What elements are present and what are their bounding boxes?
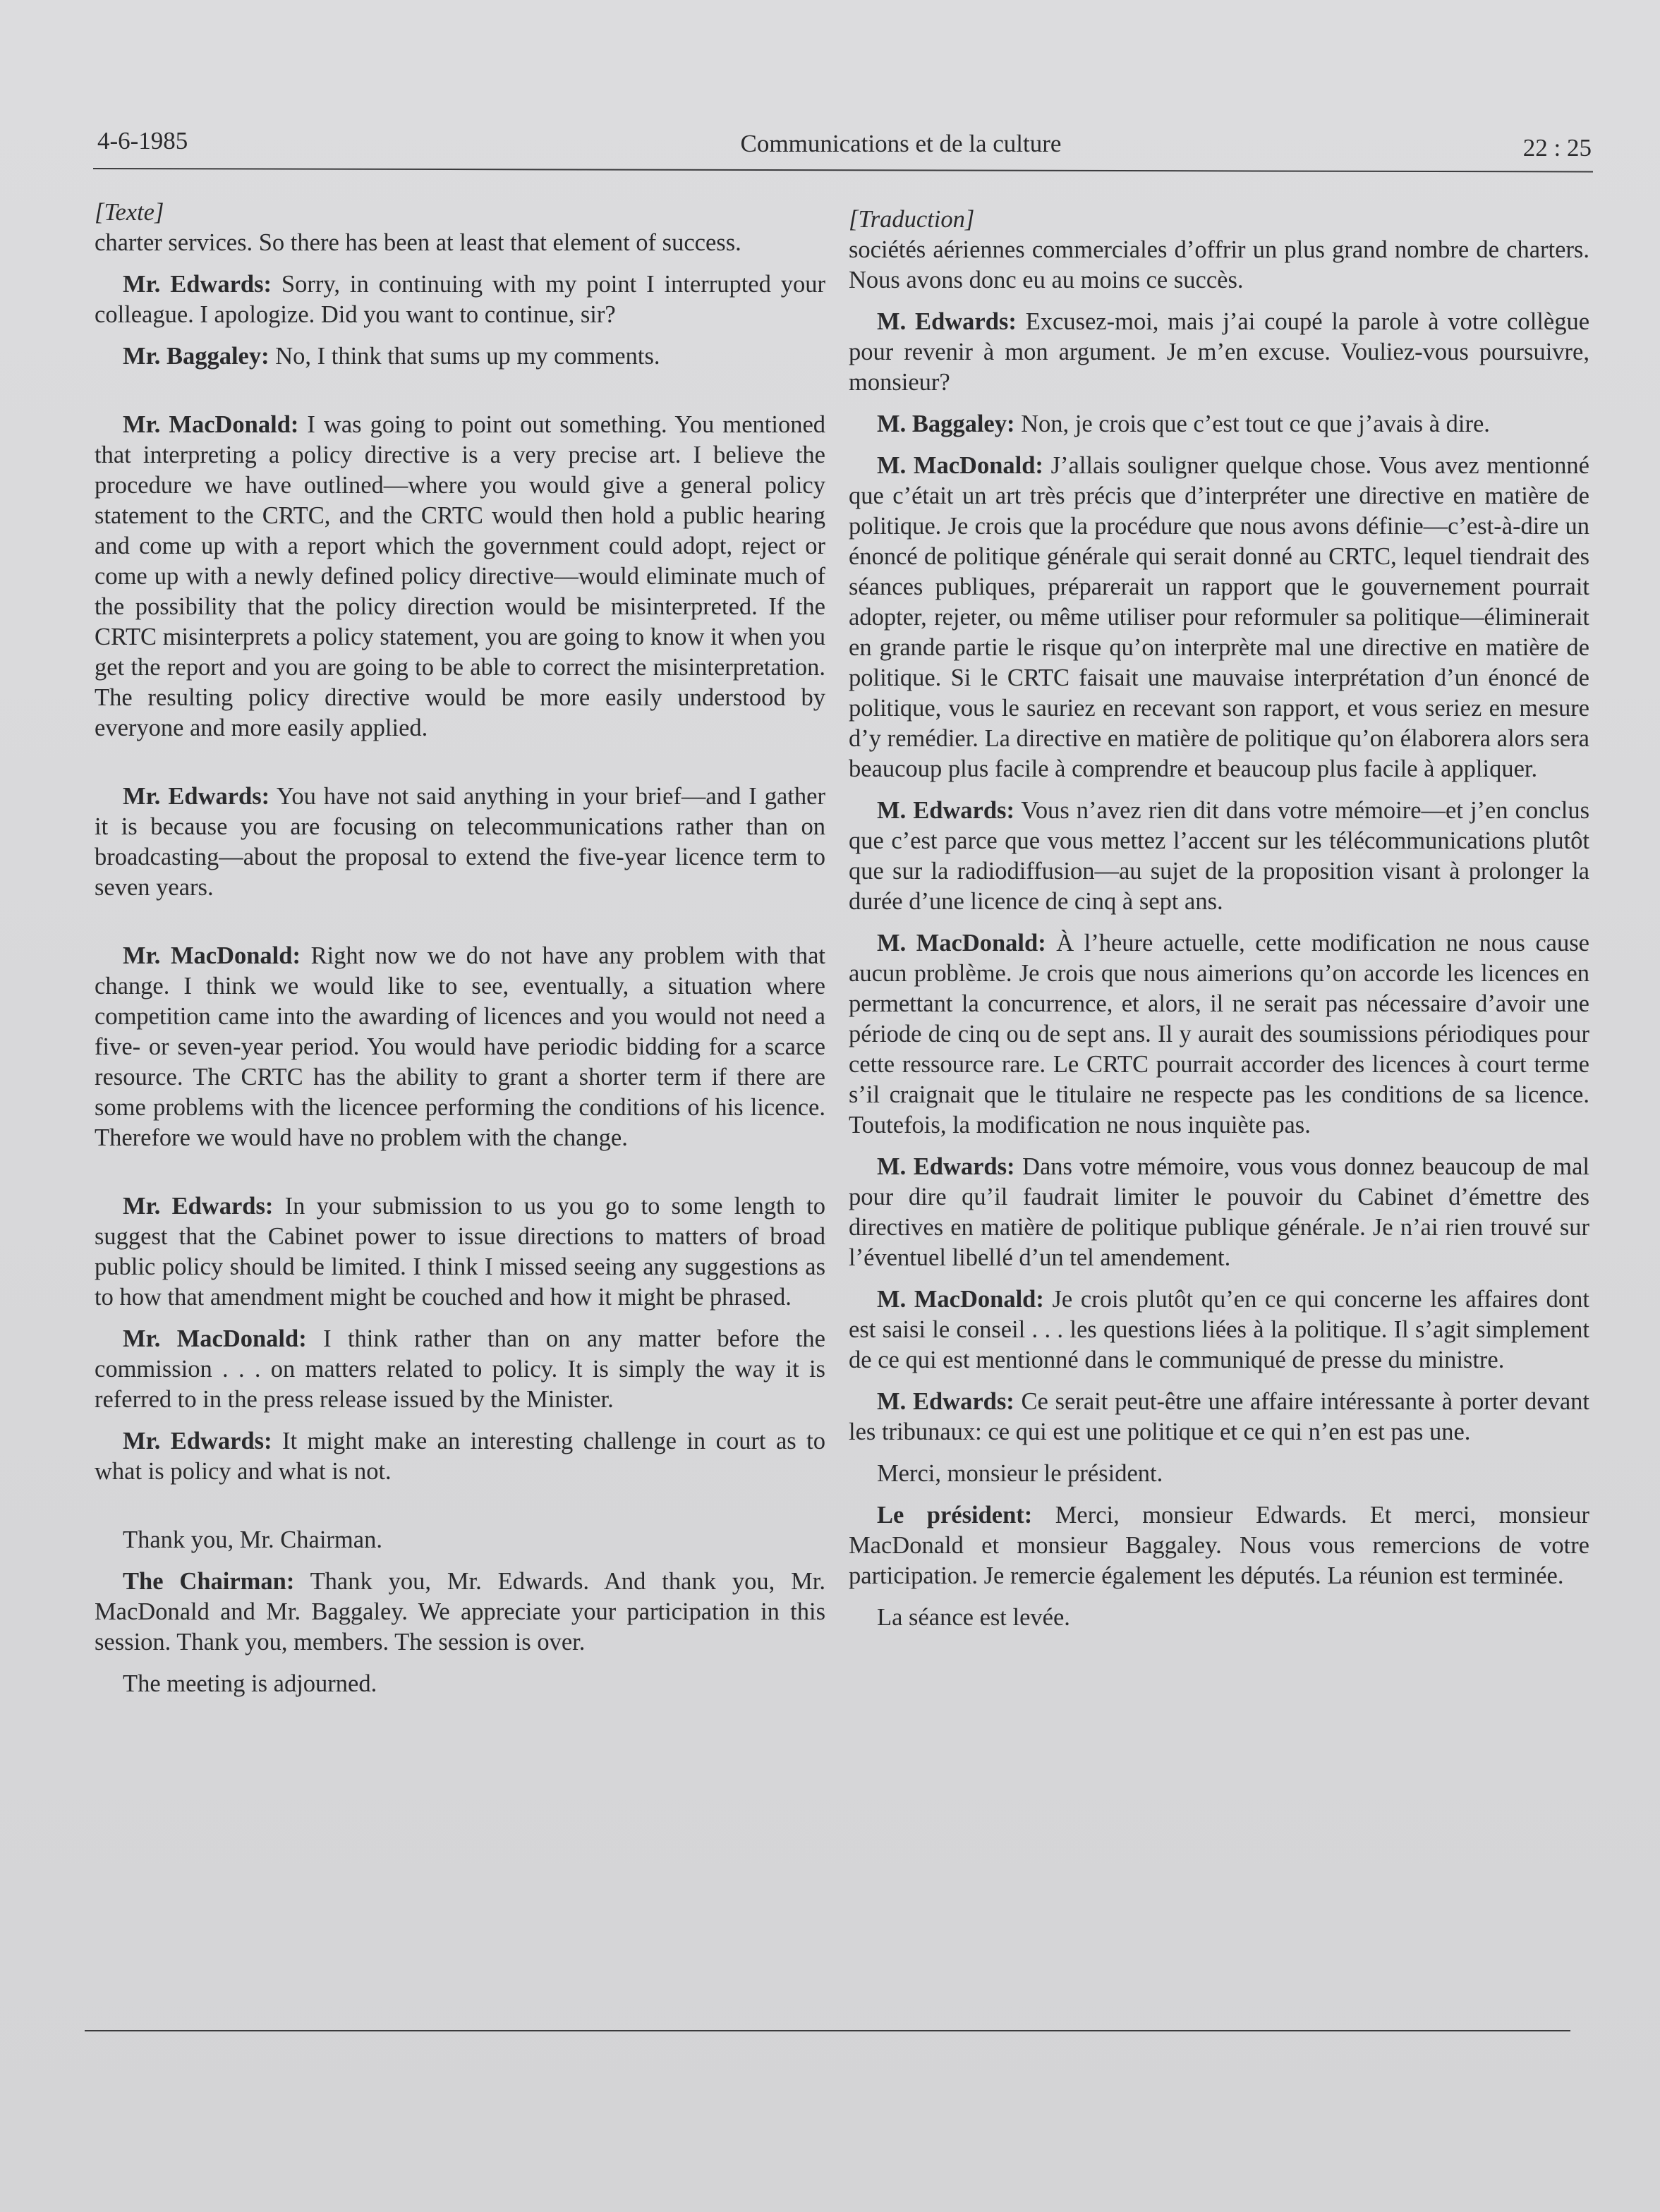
language-label-text: Texte	[104, 199, 155, 226]
speaker: M. Edwards:	[877, 797, 1014, 824]
paragraph	[849, 1387, 1589, 1447]
paragraph-text: J’allais souligner quelque chose. Vous avez mentionné que c’était un art très précis que d’interpréter une directive en matière de politique. Je crois que la procédure que nous avons définie—c’est-à-dire un énoncé de politique générale qui serait donné au CRTC, lequel tiendrait des séances publiques, préparerait un rapport que le gouvernement pourrait adopter, rejeter, ou même utiliser pour reformuler sa politique—éliminerait en grande partie le risque qu’on interprète mal une directive en matière de politique. Si le CRTC faisait une mauvaise interprétation d’un énoncé de politique, vous le sauriez en recevant son rapport, et vous seriez en mesure d’y remédier. La directive en matière de politique qu’on élaborera alors sera beaucoup plus facile à comprendre et beaucoup plus facile à appliquer.	[849, 452, 1589, 782]
paragraph-text: La séance est levée.	[877, 1604, 1070, 1631]
paragraph-text: I think rather than on any matter before the commission . . . on matters related to policy. It is simply the way it is referred to in the press release issued by the Minister.	[95, 1325, 825, 1413]
speaker: Mr. Edwards:	[123, 271, 272, 298]
paragraph-text: Right now we do not have any problem with that change. I think we would like to see, eventually, a situation where competition came into the awarding of licences and you would not need a five- or seven-year period. You would have periodic bidding for a scarce resource. The CRTC has the ability to grant a shorter term if there are some problems with the licencee performing the conditions of his licence. Therefore we would have no problem with the change.	[95, 942, 826, 1151]
paragraph	[95, 1191, 825, 1313]
paragraph	[95, 1525, 825, 1555]
speaker: M. Edwards:	[877, 308, 1017, 335]
speaker: M. Edwards:	[877, 1388, 1014, 1415]
language-label-text: Traduction	[858, 206, 965, 233]
paragraph	[849, 1500, 1589, 1591]
paragraph	[95, 1324, 825, 1415]
paragraph-text: Merci, monsieur Edwards. Et merci, monsieur MacDonald et monsieur Baggaley. Nous vous remercions de votre participation. Je remercie également les députés. La réunion est terminée.	[849, 1502, 1589, 1589]
speaker: M. MacDonald:	[877, 452, 1043, 479]
speaker: M. Edwards:	[877, 1153, 1015, 1180]
paragraph	[849, 409, 1589, 439]
paragraph	[849, 1603, 1589, 1633]
paragraph	[849, 1459, 1589, 1489]
header-title: Communications et de la culture	[740, 130, 1062, 157]
paragraph	[849, 451, 1589, 784]
paragraph-text: Merci, monsieur le président.	[877, 1460, 1163, 1487]
header-date: 4-6-1985	[97, 127, 188, 154]
speaker: Mr. Edwards:	[123, 1193, 274, 1220]
paragraph	[95, 269, 825, 330]
paragraph-text: Je crois plutôt qu’en ce qui concerne les affaires dont est saisi le conseil . . . les questions liées à la politique. Il s’agit simplement de ce qui est mentionné dans le communiqué de presse du ministre.	[849, 1286, 1589, 1373]
paragraph	[95, 941, 825, 1153]
page-number: 22 : 25	[1522, 134, 1592, 162]
speaker: M. Baggaley:	[877, 411, 1015, 437]
footer-rule	[85, 2030, 1570, 2031]
paragraph	[849, 928, 1589, 1141]
paragraph-text: Ce serait peut-être une affaire intéressante à porter devant les tribunaux: ce qui est une politique et ce qui n’en est pas une.	[849, 1388, 1590, 1445]
language-label-texte: [Texte]	[95, 199, 164, 226]
speaker: Mr. Edwards:	[123, 783, 270, 810]
paragraph	[95, 1567, 825, 1658]
paragraph	[849, 235, 1589, 296]
english-column	[95, 198, 825, 1699]
language-label-traduction: [Traduction]	[849, 206, 975, 233]
paragraph-text: Thank you, Mr. Chairman.	[123, 1526, 382, 1553]
paragraph-text: In your submission to us you go to some length to suggest that the Cabinet power to issue directions to matters of broad public policy should be limited. I think I missed seeing any suggestions as to how that amendment might be couched and how it might be phrased.	[95, 1193, 825, 1311]
french-column	[849, 205, 1589, 1633]
paragraph	[849, 1152, 1589, 1273]
speaker: M. MacDonald:	[877, 930, 1046, 956]
paragraph-text: Dans votre mémoire, vous vous donnez beaucoup de mal pour dire qu’il faudrait limiter le pouvoir du Cabinet d’émettre des directives en matière de politique publique générale. Je n’ai rien trouvé sur l’éventuel libellé d’un tel amendement.	[849, 1153, 1590, 1271]
paragraph	[95, 341, 825, 372]
paragraph-text: The meeting is adjourned.	[123, 1670, 377, 1697]
paragraph	[849, 796, 1589, 917]
page-header	[93, 124, 1593, 169]
speaker: Mr. MacDonald:	[123, 1325, 307, 1352]
paragraph-text: Excusez-moi, mais j’ai coupé la parole à votre collègue pour revenir à mon argument. Je m’en excuse. Vouliez-vous poursuivre, monsieur?	[849, 308, 1590, 396]
speaker: Mr. Baggaley:	[123, 343, 269, 370]
speaker: Mr. Edwards:	[123, 1428, 272, 1454]
paragraph	[95, 410, 825, 743]
speaker: Mr. MacDonald:	[123, 411, 299, 438]
paragraph-text: Thank you, Mr. Edwards. And thank you, Mr. MacDonald and Mr. Baggaley. We appreciate your participation in this session. Thank you, members. The session is over.	[95, 1568, 825, 1655]
paragraph	[95, 1426, 825, 1487]
speaker: The Chairman:	[123, 1568, 295, 1595]
paragraph-text: Vous n’avez rien dit dans votre mémoire—et j’en conclus que c’est parce que vous mettez l’accent sur les télécommunications plutôt que sur la radiodiffusion—au sujet de la proposition visant à prolonger la durée d’une licence de cinq à sept ans.	[849, 797, 1590, 915]
speaker: Le président:	[877, 1502, 1033, 1529]
paragraph-text: Sorry, in continuing with my point I interrupted your colleague. I apologize. Did you want to continue, sir?	[95, 271, 825, 328]
speaker: Mr. MacDonald:	[123, 942, 301, 969]
paragraph-text: No, I think that sums up my comments.	[269, 343, 660, 370]
paragraph	[849, 1284, 1589, 1375]
paragraph-text: It might make an interesting challenge in court as to what is policy and what is not.	[95, 1428, 825, 1485]
paragraph-text: Non, je crois que c’est tout ce que j’avais à dire.	[1014, 411, 1490, 437]
paragraph	[849, 307, 1589, 398]
paragraph-text: sociétés aériennes commerciales d’offrir un plus grand nombre de charters. Nous avons donc eu au moins ce succès.	[849, 236, 1589, 293]
paragraph-text: I was going to point out something. You mentioned that interpreting a policy directive is a very precise art. I believe the procedure we have outlined—where you would give a general policy statement to the CRTC, and the CRTC would then hold a public hearing and come up with a report which the government could adopt, reject or come up with a newly defined policy directive—would eliminate much of the possibility that the policy direction would be misinterpreted. If the CRTC misinterprets a policy statement, you are going to know it when you get the report and you are going to be able to correct the misinterpretation. The resulting policy directive would be more easily understood by everyone and more easily applied.	[95, 411, 826, 741]
speaker: M. MacDonald:	[877, 1286, 1044, 1313]
paragraph	[95, 1669, 825, 1699]
paragraph-text: À l’heure actuelle, cette modification ne nous cause aucun problème. Je crois que nous aimerions qu’on accorde les licences en permettant la concurrence, et alors, il ne serait pas nécessaire d’avoir une période de cinq ou de sept ans. Il y aurait des soumissions périodiques pour cette ressource rare. Le CRTC pourrait accorder des licences à court terme s’il craignait que le titulaire ne respecte pas les conditions de sa licence. Toutefois, la modification ne nous inquiète pas.	[849, 930, 1589, 1138]
paragraph-text: You have not said anything in your brief—and I gather it is because you are focusing on telecommunications rather than on broadcasting—about the proposal to extend the five-year licence term to seven years.	[95, 783, 825, 901]
paragraph-text: charter services. So there has been at least that element of success.	[95, 229, 741, 256]
paragraph	[95, 228, 825, 258]
paragraph	[95, 782, 825, 903]
